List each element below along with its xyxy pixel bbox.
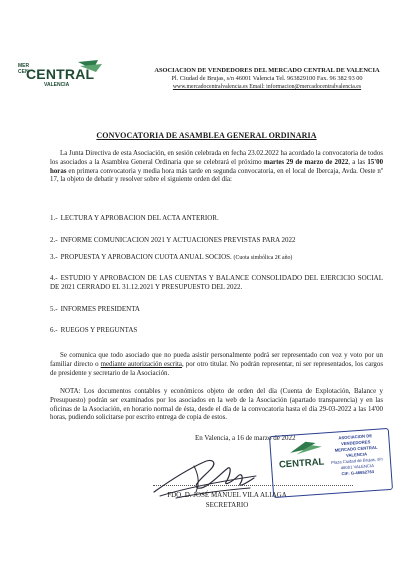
agenda-item-text: PROPUESTA Y APROBACION CUOTA ANUAL SOCIOS. (60, 253, 232, 261)
agenda-item (50, 236, 383, 245)
agenda-item-text: INFORME COMUNICACION 2021 Y ACTUACIONES PREVISTAS PARA 2022 (60, 236, 296, 244)
agenda-item-text: RUEGOS Y PREGUNTAS (60, 326, 138, 334)
document-title: CONVOCATORIA DE ASAMBLEA GENERAL ORDINARIA (96, 131, 317, 140)
organization-address: Pl. Ciudad de Brujas, s/n 46001 Valencia Tel. 963829100 Fax. 96 382 93 00 (171, 75, 363, 82)
agenda-item (50, 274, 383, 292)
agenda-item (50, 253, 383, 263)
agenda-item (50, 305, 383, 314)
letterhead (136, 67, 398, 91)
stamp-logo-icon (285, 438, 326, 457)
agenda-item-number: 5.- (50, 305, 58, 313)
agenda-item-number: 6.- (50, 326, 58, 334)
signer-role: SECRETARIO (205, 500, 249, 509)
agenda-item-number: 4.- (50, 274, 58, 282)
agenda-item-note: (Cuota simbólica 2€ año) (233, 255, 293, 261)
agenda-item-number: 1.- (50, 214, 58, 222)
agenda-item-number: 2.- (50, 236, 58, 244)
stamp-logo-text: CENTRAL (278, 456, 325, 471)
intro-paragraph (50, 150, 383, 185)
logo-main-text: CENTRAL (26, 66, 95, 82)
assist-text-2: , por otro titular. No podrán representar, ni ser representados, los cargos de presidente y secretario de la Asociación. (50, 360, 383, 377)
stamp-line: MERCADO CENTRAL VALENCIA (334, 444, 378, 458)
agenda-item-text: LECTURA Y APROBACION DEL ACTA ANTERIOR. (60, 214, 219, 222)
stamp-line: 46001 VALENCIA (340, 463, 375, 471)
organization-contact: www.mercadocentralvalencia.es Email: informacion@mercadocentralvalencia.es (172, 84, 362, 90)
representation-paragraph (50, 352, 383, 378)
intro-text-3: en primera convocatoria y media hora más tarde en segunda convocatoria, en el local de Ibercaja, Avda. Oeste nº 17, la objeto de debatir y resolver sobre el siguiente orden del día: (50, 167, 383, 184)
agenda-item (50, 214, 383, 223)
stamp-line: CIF: G-46652764 (341, 469, 375, 477)
stamp-line: Plaza Ciudad de Brujas, s/n (330, 456, 383, 465)
agenda-item-text: INFORMES PRESIDENTA (60, 305, 140, 313)
assist-text-1: Se comunica que todo asociado que no pueda asistir personalmente podrá ser representado con voz y voto por un familiar directo o (50, 352, 383, 368)
agenda-item-number: 3.- (50, 253, 58, 261)
agenda-item (50, 326, 383, 335)
intro-text-1: La Junta Directiva de esta Asociación, en sesión celebrada en fecha 23.02.2022 ha acordado la convocatoria de todos los asociados a la Asamblea General Ordinaria que se celebrará el próximo (50, 150, 383, 166)
assist-underlined: mediante autorización escrita (100, 360, 182, 368)
logo-sub-text: VALENCIA (44, 82, 70, 88)
official-stamp (269, 428, 393, 498)
nota-paragraph: NOTA: Los documentos contables y económicos objeto de orden del día (Cuenta de Explotación, Balance y Presupuesto) podrán ser examinados por los asociados en la web de la Asociación (apartado transparencia) y en las oficinas de la Asociación, en horario normal de ésta, desde el día de la convocatoria hasta el día 29-03-2022 a las 14'00 horas, pudiendo solicitarse por escrito entrega de copia de estos. (50, 388, 383, 422)
logo-small-text: MER CEN (18, 63, 30, 75)
stamp-line: ASOCIACION DE VENDEDORES (338, 433, 373, 447)
organization-name: ASOCIACION DE VENDEDORES DEL MERCADO CENTRAL DE VALENCIA (154, 67, 380, 74)
agenda-item-text: ESTUDIO Y APROBACION DE LAS CUENTAS Y BALANCE CONSOLIDADO DEL EJERCICIO SOCIAL DE 2021 CERRADO EL 31.12.2021 Y PRESUPUESTO DEL 2022. (50, 274, 383, 291)
stamp-text (325, 432, 388, 478)
meeting-time: 15'00 horas (50, 158, 384, 175)
intro-text-2: , a las (348, 158, 368, 166)
meeting-date: martes 29 de marzo de 2022 (263, 158, 349, 166)
place-date: En Valencia, a 16 de marzo de 2022 (195, 434, 296, 442)
signer-name: FDO. D. JOSÉ MANUEL VILA ALIAGA (167, 491, 287, 499)
